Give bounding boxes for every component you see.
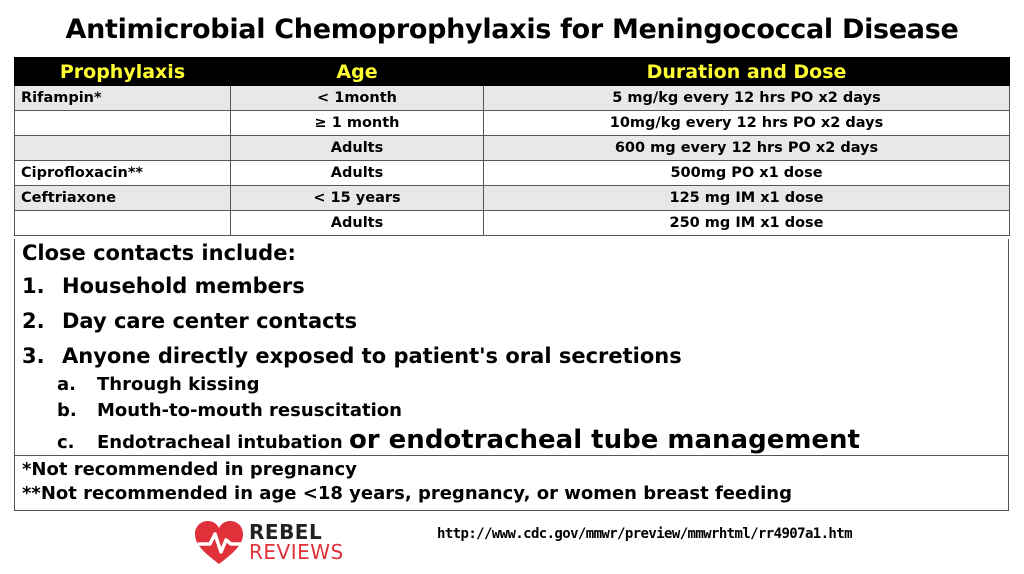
sub-list-item (57, 374, 260, 395)
drug-cell (15, 136, 231, 161)
sub-list-item (57, 425, 860, 455)
list-number: 3. (22, 344, 45, 368)
sub-list-text: Endotracheal intubation (97, 432, 343, 453)
drug-cell (15, 211, 231, 236)
sub-list-text-large: or endotracheal tube management (348, 425, 860, 455)
source-url[interactable]: http://www.cdc.gov/mmwr/preview/mmwrhtml/rr4907a1.htm (437, 526, 852, 542)
footnote: *Not recommended in pregnancy (22, 459, 357, 480)
drug-cell: Ciprofloxacin** (15, 161, 231, 186)
header-prophylaxis: Prophylaxis (15, 58, 231, 86)
age-cell: < 15 years (231, 186, 484, 211)
sub-list-letter: c. (57, 432, 75, 453)
close-contacts-box (14, 239, 1009, 456)
table-header-row (15, 58, 1010, 86)
sub-list-text: Mouth-to-mouth resuscitation (97, 400, 402, 421)
sub-list-letter: b. (57, 400, 77, 421)
table-row (15, 111, 1010, 136)
drug-cell (15, 111, 231, 136)
table-row (15, 186, 1010, 211)
dose-cell: 10mg/kg every 12 hrs PO x2 days (484, 111, 1010, 136)
age-cell: Adults (231, 211, 484, 236)
heart-pulse-icon (193, 520, 245, 566)
footnote: **Not recommended in age <18 years, pregnancy, or women breast feeding (22, 483, 792, 504)
dose-cell: 5 mg/kg every 12 hrs PO x2 days (484, 86, 1010, 111)
list-number: 1. (22, 274, 45, 298)
table-row (15, 86, 1010, 111)
table-row (15, 161, 1010, 186)
dose-cell: 600 mg every 12 hrs PO x2 days (484, 136, 1010, 161)
sub-list-letter: a. (57, 374, 76, 395)
age-cell: ≥ 1 month (231, 111, 484, 136)
drug-cell: Rifampin* (15, 86, 231, 111)
age-cell: Adults (231, 136, 484, 161)
list-text: Day care center contacts (62, 309, 358, 333)
table-row (15, 136, 1010, 161)
prophylaxis-table (14, 57, 1010, 236)
rebel-reviews-logo (193, 520, 363, 566)
footnotes-box (14, 455, 1009, 511)
age-cell: Adults (231, 161, 484, 186)
dose-cell: 500mg PO x1 dose (484, 161, 1010, 186)
logo-text-reviews: REVIEWS (249, 540, 344, 564)
page-title: Antimicrobial Chemoprophylaxis for Meningococcal Disease (65, 14, 959, 45)
age-cell: < 1month (231, 86, 484, 111)
logo-text-rebel: REBEL (249, 520, 323, 544)
sub-list-item (57, 400, 402, 421)
list-number: 2. (22, 309, 45, 333)
list-item (22, 274, 305, 298)
list-item (22, 344, 682, 368)
table-row (15, 211, 1010, 236)
contacts-heading: Close contacts include: (22, 241, 296, 265)
dose-cell: 125 mg IM x1 dose (484, 186, 1010, 211)
list-text: Anyone directly exposed to patient's oral secretions (62, 344, 682, 368)
list-item (22, 309, 357, 333)
list-text: Household members (62, 274, 305, 298)
header-age: Age (231, 58, 484, 86)
sub-list-text: Through kissing (97, 374, 260, 395)
drug-cell: Ceftriaxone (15, 186, 231, 211)
dose-cell: 250 mg IM x1 dose (484, 211, 1010, 236)
header-duration-dose: Duration and Dose (484, 58, 1010, 86)
